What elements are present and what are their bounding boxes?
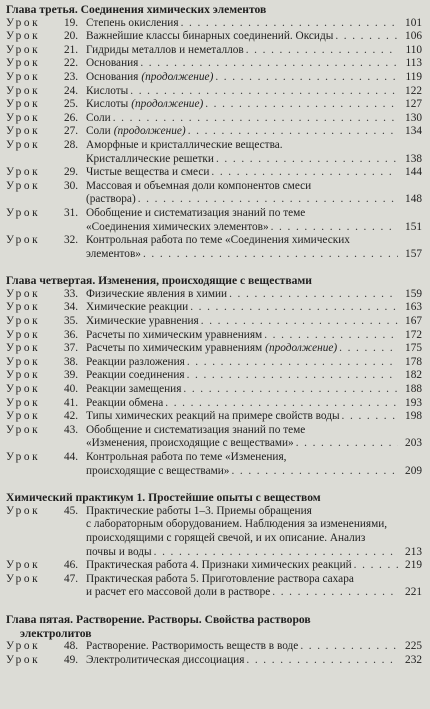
entry-line — [86, 465, 422, 479]
toc-entry[interactable] — [6, 559, 422, 573]
lesson-word: Урок — [6, 396, 41, 409]
toc-entry[interactable] — [6, 369, 422, 383]
lesson-word: Урок — [6, 57, 41, 70]
leader-dots — [342, 410, 398, 424]
chapter-title — [6, 613, 422, 640]
leader-dots — [216, 153, 398, 167]
entry-line — [86, 342, 422, 356]
entry-title-text: Кислоты — [86, 84, 129, 97]
leader-dots — [143, 248, 398, 262]
entry-title-text: с лабораторным оборудованием. Наблюдения за изменениями, — [86, 518, 388, 531]
entry-body — [86, 30, 422, 44]
entry-line — [86, 193, 422, 207]
lesson-number: 38. — [64, 355, 79, 368]
leader-dots — [354, 559, 398, 573]
entry-title-text: Основания — [86, 70, 139, 83]
lesson-word: Урок — [6, 653, 41, 666]
lesson-number: 40. — [64, 383, 79, 396]
toc-entry[interactable] — [6, 410, 422, 424]
page-number: 101 — [405, 16, 422, 29]
lesson-number: 41. — [64, 396, 79, 409]
entry-body — [86, 342, 422, 356]
entry-line — [86, 125, 422, 139]
entry-title-text: Реакции обмена — [86, 396, 164, 409]
entry-line — [86, 166, 422, 180]
leader-dots — [165, 397, 398, 411]
toc-entry[interactable] — [6, 207, 422, 234]
toc-entry[interactable] — [6, 397, 422, 411]
leader-dots — [264, 329, 398, 343]
leader-dots — [183, 383, 398, 397]
entry-line — [86, 207, 422, 221]
entry-body — [86, 369, 422, 383]
entry-title-text: Чистые вещества и смеси — [86, 166, 210, 179]
entry-line — [86, 546, 422, 560]
lesson-number: 42. — [64, 410, 79, 423]
lesson-number: 21. — [64, 43, 79, 56]
entry-title-text: Кристаллические решетки — [86, 152, 214, 165]
entry-line — [86, 369, 422, 383]
entry-line — [86, 559, 422, 573]
entry-body — [86, 424, 422, 451]
entry-line — [86, 586, 422, 600]
toc-entry[interactable] — [6, 640, 422, 654]
entry-line — [86, 573, 422, 587]
toc-entry[interactable] — [6, 57, 422, 71]
toc-entry[interactable] — [6, 139, 422, 166]
leader-dots — [229, 288, 398, 302]
page-number: 167 — [405, 315, 422, 328]
entry-line — [86, 112, 422, 126]
entry-body — [86, 288, 422, 302]
lesson-number: 27. — [64, 125, 79, 138]
page-number: 188 — [405, 383, 422, 396]
lesson-number: 25. — [64, 98, 79, 111]
entry-line — [86, 301, 422, 315]
lesson-number: 22. — [64, 57, 79, 70]
leader-dots — [138, 193, 398, 207]
lesson-word: Урок — [6, 328, 41, 341]
entry-body — [86, 180, 422, 207]
lesson-number: 44. — [64, 451, 79, 463]
entry-title-text: (раствора) — [86, 193, 136, 206]
toc-entry[interactable] — [6, 383, 422, 397]
page-number: 182 — [405, 369, 422, 382]
page-number: 148 — [405, 193, 422, 206]
lesson-word: Урок — [6, 355, 41, 368]
entry-title-text: почвы и воды — [86, 545, 152, 558]
page-number: 203 — [405, 437, 422, 450]
section-gap — [6, 478, 422, 491]
entry-line — [86, 424, 422, 438]
entry-title-text: Обобщение и систематизация знаний по теме — [86, 206, 306, 219]
entry-body — [86, 654, 422, 668]
toc-entry[interactable] — [6, 288, 422, 302]
leader-dots — [187, 356, 398, 370]
entry-italic-note: (продолжение) — [265, 342, 338, 355]
lesson-word: Урок — [6, 369, 41, 382]
page-number: 209 — [405, 464, 422, 477]
page-number: 219 — [405, 559, 422, 572]
entry-body — [86, 451, 422, 478]
entry-title-text: Практическая работа 4. Признаки химических реакций — [86, 559, 352, 572]
entry-body — [86, 356, 422, 370]
lesson-word: Урок — [6, 138, 41, 151]
entry-title-text: Химические уравнения — [86, 315, 199, 328]
entry-body — [86, 98, 422, 112]
leader-dots — [211, 166, 398, 180]
entry-line — [86, 221, 422, 235]
lesson-word: Урок — [6, 43, 41, 56]
lesson-number: 36. — [64, 328, 79, 341]
chapter-title-line: Глава четвертая. Изменения, происходящие с веществами — [6, 274, 312, 288]
entry-body — [86, 71, 422, 85]
entry-title-text: Контрольная работа по теме «Изменения, — [86, 451, 287, 463]
lesson-word: Урок — [6, 559, 41, 572]
leader-dots — [215, 71, 398, 85]
entry-body — [86, 234, 422, 261]
entry-body — [86, 640, 422, 654]
lesson-word: Урок — [6, 16, 41, 29]
lesson-word: Урок — [6, 166, 41, 179]
page-number: 159 — [405, 287, 422, 300]
lesson-word: Урок — [6, 70, 41, 83]
entry-title-text: Типы химических реакций на примере свойств воды — [86, 410, 340, 423]
entry-italic-note: (продолжение) — [113, 125, 186, 138]
page-number: 198 — [405, 410, 422, 423]
leader-dots — [231, 465, 398, 479]
lesson-number: 46. — [64, 559, 79, 572]
entry-body — [86, 410, 422, 424]
entry-title-text: элементов» — [86, 247, 141, 260]
entry-line — [86, 139, 422, 153]
page-number: 138 — [405, 152, 422, 165]
toc-entry[interactable] — [6, 329, 422, 343]
lesson-number: 19. — [64, 16, 79, 29]
entry-title-text: Важнейшие классы бинарных соединений. Оксиды — [86, 30, 334, 43]
lesson-number: 49. — [64, 653, 79, 666]
leader-dots — [339, 342, 398, 356]
entry-title-text: Реакции замещения — [86, 383, 182, 396]
entry-line — [86, 329, 422, 343]
entry-line — [86, 410, 422, 424]
entry-body — [86, 315, 422, 329]
leader-dots — [246, 654, 398, 668]
entry-line — [86, 505, 422, 519]
entry-line — [86, 640, 422, 654]
lesson-number: 32. — [64, 234, 79, 247]
page-number: 163 — [405, 301, 422, 314]
entry-title-text: «Соединения химических элементов» — [86, 220, 269, 233]
page-number: 119 — [405, 70, 422, 83]
page-number: 106 — [405, 30, 422, 43]
entry-title-text: Соли — [86, 125, 111, 138]
entry-body — [86, 17, 422, 31]
lesson-number: 30. — [64, 179, 79, 192]
entry-title-text: Контрольная работа по теме «Соединения химических — [86, 234, 350, 247]
entry-title-text: Электролитическая диссоциация — [86, 653, 245, 666]
chapter-title-line: Глава пятая. Растворение. Растворы. Свойства растворов — [6, 612, 311, 626]
page-number: 127 — [405, 98, 422, 111]
leader-dots — [181, 17, 398, 31]
entry-line — [86, 532, 422, 546]
entry-title-text: Массовая и объемная доли компонентов смеси — [86, 179, 312, 192]
lesson-word: Урок — [6, 30, 41, 43]
entry-body — [86, 85, 422, 99]
entry-line — [86, 180, 422, 194]
page-number: 232 — [405, 653, 422, 666]
page-number: 221 — [405, 586, 422, 599]
entry-body — [86, 125, 422, 139]
leader-dots — [154, 546, 398, 560]
entry-title-text: Практическая работа 5. Приготовление раствора сахара — [86, 572, 354, 585]
entry-title-text: Аморфные и кристаллические вещества. — [86, 138, 283, 151]
lesson-word: Урок — [6, 572, 41, 585]
entry-body — [86, 112, 422, 126]
entry-line — [86, 71, 422, 85]
lesson-word: Урок — [6, 383, 41, 396]
toc-entry[interactable] — [6, 654, 422, 668]
entry-title-text: происходящими с горящей свечой, и их описание. Анализ — [86, 531, 366, 544]
entry-line — [86, 234, 422, 248]
entry-line — [86, 248, 422, 262]
entry-body — [86, 166, 422, 180]
entry-title-text: Степень окисления — [86, 16, 179, 29]
lesson-word: Урок — [6, 451, 41, 463]
toc-entry[interactable] — [6, 98, 422, 112]
entry-title-text: Расчеты по химическим уравнениям — [86, 328, 263, 341]
leader-dots — [190, 301, 398, 315]
page-number: 113 — [405, 57, 422, 70]
leader-dots — [271, 221, 398, 235]
toc-entry[interactable] — [6, 573, 422, 600]
page-number: 130 — [405, 111, 422, 124]
lesson-number: 33. — [64, 287, 79, 300]
entry-italic-note: (продолжение) — [131, 98, 204, 111]
toc-entry[interactable] — [6, 125, 422, 139]
entry-line — [86, 44, 422, 58]
lesson-number: 29. — [64, 166, 79, 179]
leader-dots — [187, 369, 398, 383]
lesson-number: 35. — [64, 315, 79, 328]
entry-title-text: Практические работы 1–3. Приемы обращения — [86, 504, 312, 517]
leader-dots — [246, 44, 398, 58]
entry-body — [86, 559, 422, 573]
page-number: 157 — [405, 247, 422, 260]
entry-body — [86, 44, 422, 58]
leader-dots — [201, 315, 398, 329]
lesson-word: Урок — [6, 342, 41, 355]
lesson-number: 45. — [64, 504, 79, 517]
lesson-number: 48. — [64, 640, 79, 653]
entry-line — [86, 437, 422, 451]
entry-title-text: Соли — [86, 111, 111, 124]
entry-line — [86, 451, 422, 465]
page-number: 122 — [405, 84, 422, 97]
entry-body — [86, 139, 422, 166]
entry-line — [86, 383, 422, 397]
entry-title-text: Реакции соединения — [86, 369, 185, 382]
toc-entry[interactable] — [6, 180, 422, 207]
toc-entry[interactable] — [6, 44, 422, 58]
entry-body — [86, 573, 422, 600]
entry-body — [86, 505, 422, 559]
toc-entry[interactable] — [6, 71, 422, 85]
page-number: 193 — [405, 396, 422, 409]
lesson-word: Урок — [6, 640, 41, 653]
entry-title-text: Химические реакции — [86, 301, 189, 314]
entry-line — [86, 397, 422, 411]
entry-line — [86, 30, 422, 44]
entry-body — [86, 329, 422, 343]
toc-entry[interactable] — [6, 166, 422, 180]
chapter-title — [6, 274, 422, 288]
leader-dots — [272, 586, 398, 600]
entry-body — [86, 397, 422, 411]
page-number: 225 — [405, 640, 422, 653]
toc-entry[interactable] — [6, 315, 422, 329]
entry-title-text: «Изменения, происходящие с веществами» — [86, 437, 294, 450]
lesson-word: Урок — [6, 206, 41, 219]
lesson-word: Урок — [6, 423, 41, 436]
lesson-word: Урок — [6, 111, 41, 124]
lesson-word: Урок — [6, 98, 41, 111]
entry-body — [86, 207, 422, 234]
lesson-word: Урок — [6, 410, 41, 423]
lesson-number: 28. — [64, 138, 79, 151]
lesson-number: 24. — [64, 84, 79, 97]
chapter-title-line: Химический практикум 1. Простейшие опыты с веществом — [6, 491, 321, 505]
entry-line — [86, 57, 422, 71]
toc-entry[interactable] — [6, 30, 422, 44]
leader-dots — [130, 85, 398, 99]
lesson-word: Урок — [6, 504, 41, 517]
entry-title-text: Физические явления в химии — [86, 287, 228, 300]
lesson-number: 23. — [64, 70, 79, 83]
lesson-number: 34. — [64, 301, 79, 314]
entry-line — [86, 288, 422, 302]
entry-title-text: Растворение. Растворимость веществ в воде — [86, 640, 299, 653]
entry-line — [86, 654, 422, 668]
leader-dots — [296, 437, 398, 451]
toc-entry[interactable] — [6, 234, 422, 261]
toc-entry[interactable] — [6, 342, 422, 356]
toc-entry[interactable] — [6, 505, 422, 559]
lesson-word: Урок — [6, 301, 41, 314]
section-gap — [6, 261, 422, 274]
entry-line — [86, 98, 422, 112]
page-number: 172 — [405, 328, 422, 341]
entry-title-text: Основания — [86, 57, 139, 70]
toc-entry[interactable] — [6, 424, 422, 451]
leader-dots — [188, 125, 398, 139]
entry-line — [86, 17, 422, 31]
leader-dots — [140, 57, 398, 71]
entry-title-text: Кислоты — [86, 98, 129, 111]
entry-line — [86, 85, 422, 99]
entry-line — [86, 315, 422, 329]
chapter-title — [6, 491, 422, 505]
entry-title-text: и расчет его массовой доли в растворе — [86, 586, 271, 599]
entry-body — [86, 301, 422, 315]
leader-dots — [205, 98, 398, 112]
lesson-word: Урок — [6, 287, 41, 300]
lesson-word: Урок — [6, 315, 41, 328]
entry-title-text: Реакции разложения — [86, 355, 185, 368]
entry-title-text: Расчеты по химическим уравнениям — [86, 342, 263, 355]
entry-title-text: происходящие с веществами» — [86, 464, 230, 477]
lesson-number: 31. — [64, 206, 79, 219]
entry-title-text: Обобщение и систематизация знаний по теме — [86, 423, 306, 436]
lesson-number: 37. — [64, 342, 79, 355]
section-gap — [6, 600, 422, 613]
page-number: 178 — [405, 355, 422, 368]
lesson-number: 26. — [64, 111, 79, 124]
page-number: 144 — [405, 166, 422, 179]
toc-entry[interactable] — [6, 356, 422, 370]
entry-line — [86, 518, 422, 532]
page-number: 134 — [405, 125, 422, 138]
entry-body — [86, 383, 422, 397]
chapter-title-line: электролитов — [20, 626, 92, 640]
entry-body — [86, 57, 422, 71]
lesson-number: 47. — [64, 572, 79, 585]
leader-dots — [335, 30, 398, 44]
lesson-word: Урок — [6, 234, 41, 247]
entry-line — [86, 153, 422, 167]
leader-dots — [300, 640, 398, 654]
entry-italic-note: (продолжение) — [141, 70, 214, 83]
leader-dots — [113, 112, 398, 126]
page-number: 175 — [405, 342, 422, 355]
toc-entry[interactable] — [6, 85, 422, 99]
lesson-number: 43. — [64, 423, 79, 436]
toc-entry[interactable] — [6, 451, 422, 478]
entry-title-text: Гидриды металлов и неметаллов — [86, 43, 244, 56]
chapter-title-line: Глава третья. Соединения химических элементов — [6, 3, 267, 16]
lesson-number: 20. — [64, 30, 79, 43]
toc-entry[interactable] — [6, 301, 422, 315]
lesson-word: Урок — [6, 179, 41, 192]
page-number: 213 — [405, 545, 422, 558]
entry-line — [86, 356, 422, 370]
lesson-number: 39. — [64, 369, 79, 382]
lesson-word: Урок — [6, 84, 41, 97]
page-number: 151 — [405, 220, 422, 233]
lesson-word: Урок — [6, 125, 41, 138]
toc-entry[interactable] — [6, 17, 422, 31]
page-number: 110 — [405, 43, 422, 56]
chapter-title — [6, 3, 422, 17]
toc-entry[interactable] — [6, 112, 422, 126]
